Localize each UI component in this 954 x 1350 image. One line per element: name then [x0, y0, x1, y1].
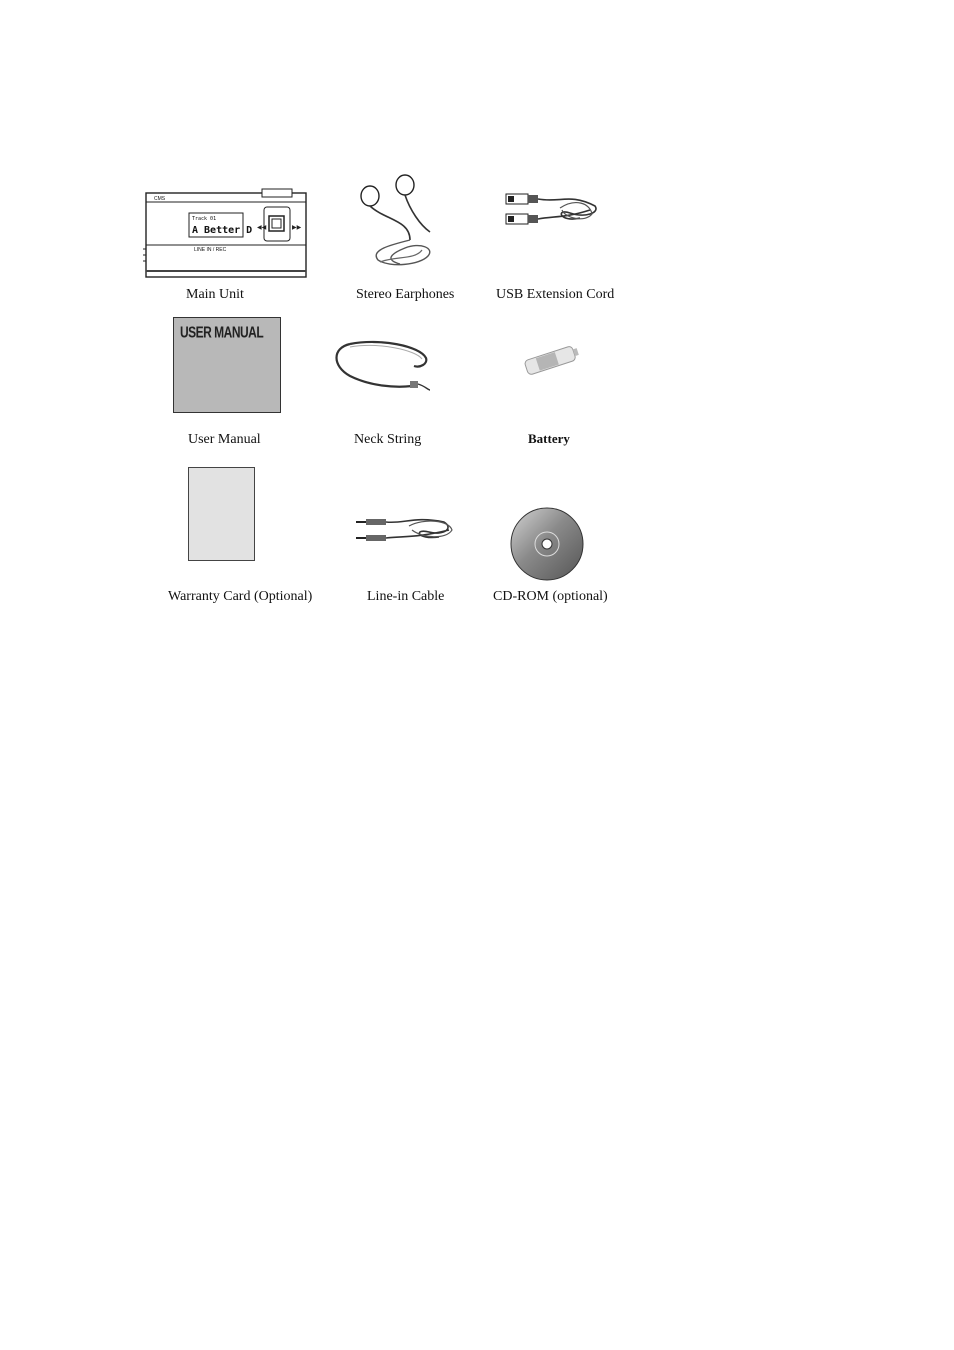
mp3-player-icon: [142, 189, 310, 281]
line-in-cable-icon: [354, 512, 458, 548]
caption-usb-extension-cord: USB Extension Cord: [496, 287, 615, 302]
caption-cd-rom: CD-ROM (optional): [493, 589, 608, 604]
lcd-display-text: A Better D: [192, 225, 253, 236]
svg-text:▶▶: ▶▶: [292, 225, 302, 231]
battery-icon: [517, 340, 583, 380]
warranty-card-icon: [188, 467, 255, 561]
caption-battery: Battery: [528, 431, 570, 446]
caption-main-unit: Main Unit: [186, 287, 244, 302]
usb-cord-icon: [500, 188, 602, 238]
lcd-status-text: Track 01: [192, 216, 217, 222]
earphones-icon: [350, 170, 440, 275]
caption-warranty-card: Warranty Card (Optional): [168, 589, 313, 604]
manual-cover-title: USER MANUAL: [180, 323, 264, 342]
svg-text:◀◀: ◀◀: [257, 225, 267, 231]
cd-rom-icon: [509, 506, 585, 582]
device-brand-label: CMS: [154, 196, 166, 202]
neck-string-icon: [330, 336, 436, 396]
user-manual-icon: [173, 317, 281, 413]
caption-neck-string: Neck String: [354, 432, 422, 447]
caption-line-in-cable: Line-in Cable: [367, 589, 445, 604]
caption-stereo-earphones: Stereo Earphones: [356, 287, 455, 302]
device-bottom-label: LINE IN / REC: [194, 247, 227, 253]
caption-user-manual: User Manual: [188, 432, 261, 447]
